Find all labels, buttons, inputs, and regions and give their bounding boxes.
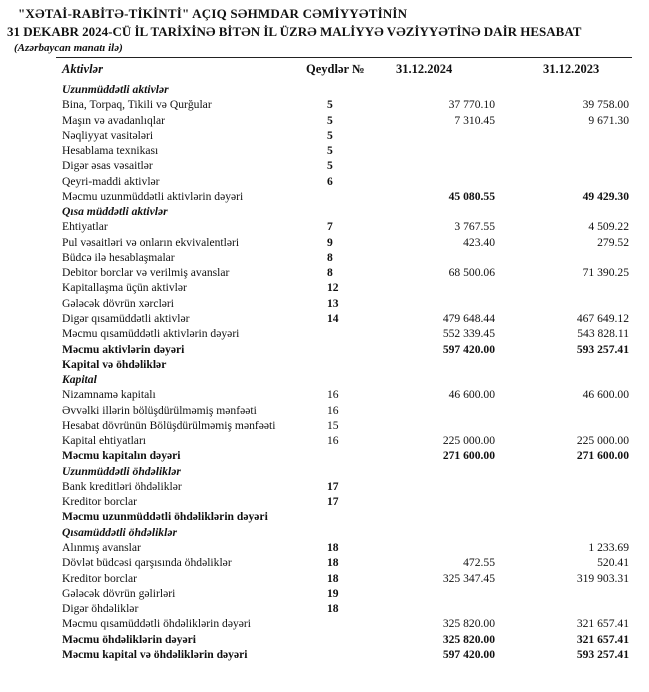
statement-row [0, 494, 649, 509]
statement-row [0, 235, 649, 250]
row-note: 5 [327, 159, 333, 173]
statement-row [0, 632, 649, 647]
row-value-2023: 593 257.41 [576, 647, 629, 661]
row-note: 5 [327, 144, 333, 158]
row-label: Uzunmüddətli aktivlər [62, 83, 169, 96]
column-header-2023: 31.12.2023 [543, 62, 600, 76]
section-heading-row [0, 204, 649, 219]
row-value-2023: 520.41 [597, 556, 629, 570]
row-note: 12 [327, 281, 339, 295]
row-value-2023: 279.52 [597, 235, 629, 249]
row-label: Kreditor borclar [62, 495, 138, 509]
row-note: 18 [327, 540, 339, 554]
row-note: 13 [327, 296, 339, 310]
statement-table [0, 82, 649, 662]
row-value-2024: 552 339.45 [442, 327, 495, 341]
row-label: Məcmu aktivlərin dəyəri [62, 342, 185, 356]
row-note: 16 [327, 434, 339, 448]
column-header-2024: 31.12.2024 [396, 62, 453, 76]
statement-row [0, 265, 649, 280]
row-value-2023: 271 600.00 [576, 449, 629, 463]
statement-row [0, 250, 649, 265]
row-note: 18 [327, 571, 339, 585]
statement-row [0, 326, 649, 341]
section-heading-row [0, 372, 649, 387]
row-note: 15 [327, 418, 339, 432]
statement-row [0, 601, 649, 616]
row-label: Digər qısamüddətli aktivlər [62, 311, 190, 325]
section-heading-row [0, 82, 649, 97]
row-value-2024: 7 310.45 [454, 113, 495, 127]
row-label: Büdcə ilə hesablaşmalar [62, 250, 175, 264]
row-label: Ehtiyatlar [62, 220, 108, 234]
row-note: 7 [327, 220, 333, 234]
row-label: Kapital ehtiyatları [62, 434, 147, 448]
row-label: Məcmu qısamüddətli öhdəliklərin dəyəri [62, 617, 251, 631]
row-label: Dövlət büdcəsi qarşısında öhdəliklər [62, 556, 232, 570]
row-label: Kapital və öhdəliklər [62, 357, 167, 371]
row-note: 5 [327, 113, 333, 127]
statement-row [0, 342, 649, 357]
row-value-2024: 271 600.00 [442, 449, 495, 463]
row-value-2023: 225 000.00 [576, 434, 629, 448]
row-label: Debitor borclar və verilmiş avanslar [62, 266, 230, 280]
row-note: 6 [327, 174, 333, 188]
section-heading-row [0, 464, 649, 479]
row-label: Məcmu qısamüddətli aktivlərin dəyəri [62, 327, 240, 341]
row-label: Məcmu öhdəliklərin dəyəri [62, 632, 196, 646]
statement-row [0, 509, 649, 524]
column-header-note: Qeydlər № [306, 62, 365, 76]
row-note: 18 [327, 602, 339, 616]
statement-row [0, 357, 649, 372]
row-label: Məcmu uzunmüddətli aktivlərin dəyəri [62, 189, 244, 203]
statement-row [0, 97, 649, 112]
statement-row [0, 280, 649, 295]
row-note: 9 [327, 235, 333, 249]
row-label: Gələcək dövrün xərcləri [62, 296, 175, 310]
row-label: Digər öhdəliklər [62, 602, 139, 616]
row-label: Gələcək dövrün gəlirləri [62, 586, 176, 600]
row-value-2023: 46 600.00 [582, 388, 629, 402]
statement-row [0, 219, 649, 234]
row-label: Nəqliyyat vasitələri [62, 128, 154, 142]
row-value-2023: 71 390.25 [582, 266, 629, 280]
row-label: Alınmış avanslar [62, 540, 141, 554]
row-note: 16 [327, 388, 339, 402]
statement-row [0, 647, 649, 662]
row-label: Məcmu kapital və öhdəliklərin dəyəri [62, 647, 248, 661]
row-value-2023: 1 233.69 [588, 540, 629, 554]
section-heading-row [0, 525, 649, 540]
row-note: 16 [327, 403, 339, 417]
row-value-2024: 325 820.00 [442, 632, 495, 646]
row-value-2023: 543 828.11 [577, 327, 629, 341]
row-label: Bina, Torpaq, Tikili və Qurğular [62, 98, 212, 112]
statement-row [0, 128, 649, 143]
statement-row [0, 189, 649, 204]
statement-row [0, 479, 649, 494]
statement-row [0, 296, 649, 311]
company-title: "XƏTAİ-RABİTƏ-TİKİNTİ" AÇIQ SƏHMDAR CƏMİYYƏTİNİN [18, 6, 408, 21]
row-label: Kapitallaşma üçün aktivlər [62, 281, 187, 295]
row-value-2024: 423.40 [463, 235, 495, 249]
row-label: Qısa müddətli aktivlər [62, 205, 168, 219]
statement-row [0, 403, 649, 418]
row-note: 5 [327, 128, 333, 142]
statement-row [0, 143, 649, 158]
row-note: 18 [327, 556, 339, 570]
row-label: Pul vəsaitləri və onların ekvivalentləri [62, 235, 240, 249]
row-label: Bank kreditləri öhdəliklər [62, 479, 182, 493]
statement-row [0, 540, 649, 555]
row-value-2023: 39 758.00 [582, 98, 629, 112]
column-header-label: Aktivlər [62, 62, 103, 76]
row-label: Əvvəlki illərin bölüşdürülməmiş mənfəəti [62, 403, 257, 417]
row-value-2024: 479 648.44 [442, 311, 495, 325]
row-value-2024: 45 080.55 [448, 189, 495, 203]
row-note: 8 [327, 266, 333, 280]
statement-row [0, 448, 649, 463]
row-note: 19 [327, 586, 339, 600]
row-label: Qeyri-maddi aktivlər [62, 174, 160, 188]
statement-row [0, 158, 649, 173]
currency-note: (Azərbaycan manatı ilə) [14, 42, 123, 54]
row-label: Digər əsas vəsaitlər [62, 159, 153, 173]
statement-row [0, 418, 649, 433]
row-label: Hesablama texnikası [62, 144, 159, 158]
row-label: Nizamnamə kapitalı [62, 388, 156, 402]
row-label: Kreditor borclar [62, 571, 138, 585]
row-note: 17 [327, 495, 339, 509]
row-label: Kapital [62, 373, 97, 387]
row-label: Hesabat dövrünün Bölüşdürülməmiş mənfəəti [62, 418, 276, 432]
row-label: Məcmu uzunmüddətli öhdəliklərin dəyəri [62, 510, 268, 524]
row-label: Maşın və avadanlıqlar [62, 113, 166, 127]
row-value-2023: 321 657.41 [576, 632, 629, 646]
row-note: 8 [327, 250, 333, 264]
row-label: Uzunmüddətli öhdəliklər [62, 464, 181, 478]
statement-row [0, 571, 649, 586]
row-value-2024: 37 770.10 [448, 98, 495, 112]
row-note: 14 [327, 311, 339, 325]
statement-row [0, 311, 649, 326]
row-value-2024: 325 820.00 [442, 617, 495, 631]
row-value-2024: 472.55 [463, 556, 495, 570]
row-note: 17 [327, 479, 339, 493]
row-value-2023: 9 671.30 [588, 113, 629, 127]
row-value-2024: 325 347.45 [442, 571, 495, 585]
row-value-2024: 3 767.55 [454, 220, 495, 234]
row-label: Qısamüddətli öhdəliklər [62, 525, 177, 539]
row-value-2023: 49 429.30 [582, 189, 629, 203]
row-value-2023: 321 657.41 [576, 617, 629, 631]
row-note: 5 [327, 98, 333, 112]
row-label: Məcmu kapitalın dəyəri [62, 449, 181, 463]
row-value-2024: 68 500.06 [448, 266, 495, 280]
row-value-2023: 319 903.31 [576, 571, 629, 585]
statement-row [0, 387, 649, 402]
statement-row [0, 555, 649, 570]
header-rule [56, 57, 632, 58]
row-value-2023: 593 257.41 [576, 342, 629, 356]
row-value-2024: 597 420.00 [442, 647, 495, 661]
statement-row [0, 616, 649, 631]
row-value-2024: 46 600.00 [448, 388, 495, 402]
statement-row [0, 586, 649, 601]
row-value-2024: 597 420.00 [442, 342, 495, 356]
statement-row [0, 113, 649, 128]
report-title: 31 DEKABR 2024-CÜ İL TARİXİNƏ BİTƏN İL ÜZRƏ MALİYYƏ VƏZİYYƏTİNƏ DAİR HESABAT [7, 24, 582, 39]
statement-row [0, 433, 649, 448]
row-value-2023: 467 649.12 [576, 311, 629, 325]
row-value-2023: 4 509.22 [588, 220, 629, 234]
row-value-2024: 225 000.00 [442, 434, 495, 448]
statement-row [0, 174, 649, 189]
